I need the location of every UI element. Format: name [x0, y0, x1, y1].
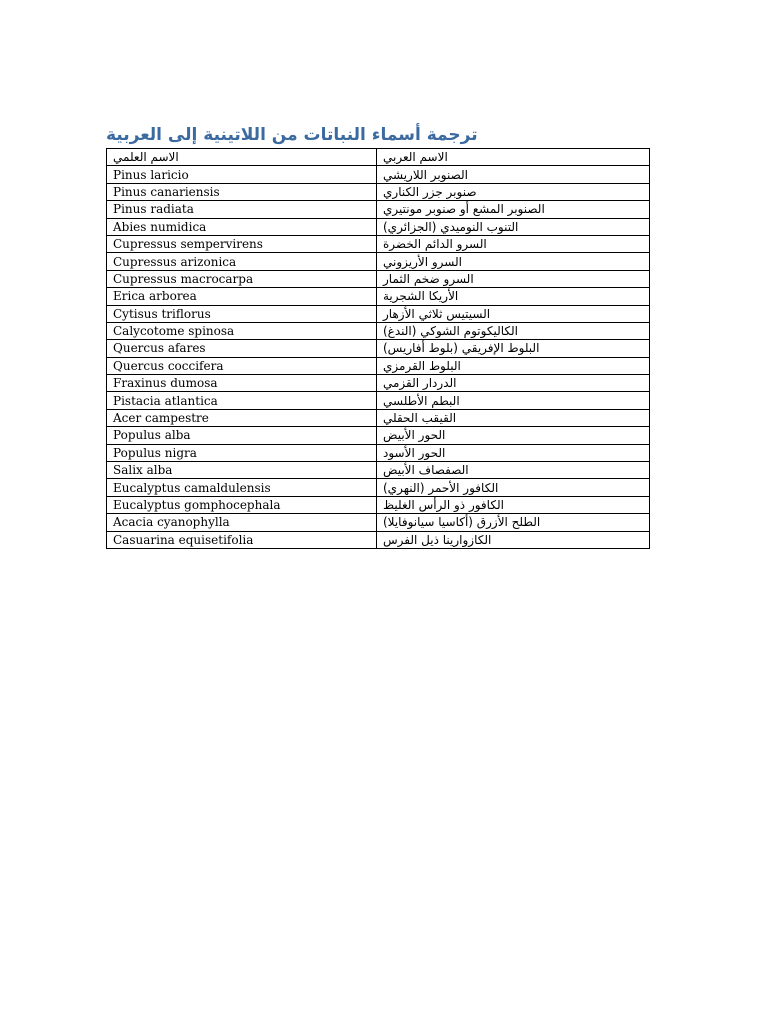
- arabic-name-cell: الدردار القزمي: [377, 375, 650, 392]
- arabic-name-cell: الحور الأبيض: [377, 427, 650, 444]
- arabic-name-cell: الكازوارينا ذيل الفرس: [377, 531, 650, 548]
- table-row: [107, 218, 650, 235]
- arabic-name-cell: الصنوبر المشع أو صنوبر مونتيري: [377, 201, 650, 218]
- table-body: [107, 149, 650, 549]
- scientific-name-cell: Cytisus triflorus: [107, 305, 377, 322]
- scientific-name-cell: Populus alba: [107, 427, 377, 444]
- arabic-name-cell: الكاليكوتوم الشوكي (الندغ): [377, 322, 650, 339]
- plant-names-table: [106, 148, 650, 549]
- table-row: [107, 531, 650, 548]
- table-row: [107, 270, 650, 287]
- scientific-name-cell: Pinus laricio: [107, 166, 377, 183]
- table-header-row: [107, 149, 650, 166]
- table-row: [107, 427, 650, 444]
- table-row: [107, 409, 650, 426]
- arabic-name-cell: صنوبر جزر الكناري: [377, 183, 650, 200]
- scientific-name-cell: Acer campestre: [107, 409, 377, 426]
- table-row: [107, 496, 650, 513]
- scientific-name-cell: Calycotome spinosa: [107, 322, 377, 339]
- table-row: [107, 340, 650, 357]
- arabic-name-cell: السرو ضخم الثمار: [377, 270, 650, 287]
- scientific-name-cell: Pinus canariensis: [107, 183, 377, 200]
- arabic-name-cell: البطم الأطلسي: [377, 392, 650, 409]
- table-row: [107, 288, 650, 305]
- table-row: [107, 201, 650, 218]
- scientific-name-cell: Pistacia atlantica: [107, 392, 377, 409]
- arabic-name-cell: الحور الأسود: [377, 444, 650, 461]
- scientific-name-cell: Quercus afares: [107, 340, 377, 357]
- table-row: [107, 479, 650, 496]
- scientific-name-cell: Eucalyptus camaldulensis: [107, 479, 377, 496]
- scientific-name-cell: Salix alba: [107, 462, 377, 479]
- scientific-name-cell: Abies numidica: [107, 218, 377, 235]
- arabic-name-cell: الأريكا الشجرية: [377, 288, 650, 305]
- table-row: [107, 444, 650, 461]
- scientific-name-cell: Acacia cyanophylla: [107, 514, 377, 531]
- table-row: [107, 235, 650, 252]
- arabic-name-cell: السرو الدائم الخضرة: [377, 235, 650, 252]
- arabic-name-cell: الكافور الأحمر (النهري): [377, 479, 650, 496]
- arabic-name-cell: البلوط القرمزي: [377, 357, 650, 374]
- table-row: [107, 322, 650, 339]
- arabic-name-cell: الكافور ذو الرأس الغليظ: [377, 496, 650, 513]
- scientific-name-cell: Quercus coccifera: [107, 357, 377, 374]
- table-row: [107, 357, 650, 374]
- arabic-name-cell: البلوط الإفريقي (بلوط أفاريس): [377, 340, 650, 357]
- scientific-name-cell: Erica arborea: [107, 288, 377, 305]
- scientific-name-cell: Cupressus arizonica: [107, 253, 377, 270]
- table-row: [107, 305, 650, 322]
- table-row: [107, 183, 650, 200]
- header-arabic-name: الاسم العربي: [377, 149, 650, 166]
- table-row: [107, 375, 650, 392]
- document-title: ترجمة أسماء النباتات من اللاتينية إلى العربية: [106, 125, 478, 145]
- scientific-name-cell: Eucalyptus gomphocephala: [107, 496, 377, 513]
- table-row: [107, 253, 650, 270]
- scientific-name-cell: Cupressus sempervirens: [107, 235, 377, 252]
- table-row: [107, 166, 650, 183]
- table-row: [107, 462, 650, 479]
- table-row: [107, 514, 650, 531]
- arabic-name-cell: السيتيس ثلاثي الأزهار: [377, 305, 650, 322]
- arabic-name-cell: التنوب النوميدي (الجزائري): [377, 218, 650, 235]
- scientific-name-cell: Fraxinus dumosa: [107, 375, 377, 392]
- arabic-name-cell: الطلح الأزرق (أكاسيا سيانوفايلا): [377, 514, 650, 531]
- arabic-name-cell: القيقب الحقلي: [377, 409, 650, 426]
- arabic-name-cell: الصنوبر اللاريشي: [377, 166, 650, 183]
- table-row: [107, 392, 650, 409]
- scientific-name-cell: Cupressus macrocarpa: [107, 270, 377, 287]
- arabic-name-cell: السرو الأريزوني: [377, 253, 650, 270]
- arabic-name-cell: الصفصاف الأبيض: [377, 462, 650, 479]
- scientific-name-cell: Casuarina equisetifolia: [107, 531, 377, 548]
- scientific-name-cell: Populus nigra: [107, 444, 377, 461]
- scientific-name-cell: Pinus radiata: [107, 201, 377, 218]
- header-scientific-name: الاسم العلمي: [107, 149, 377, 166]
